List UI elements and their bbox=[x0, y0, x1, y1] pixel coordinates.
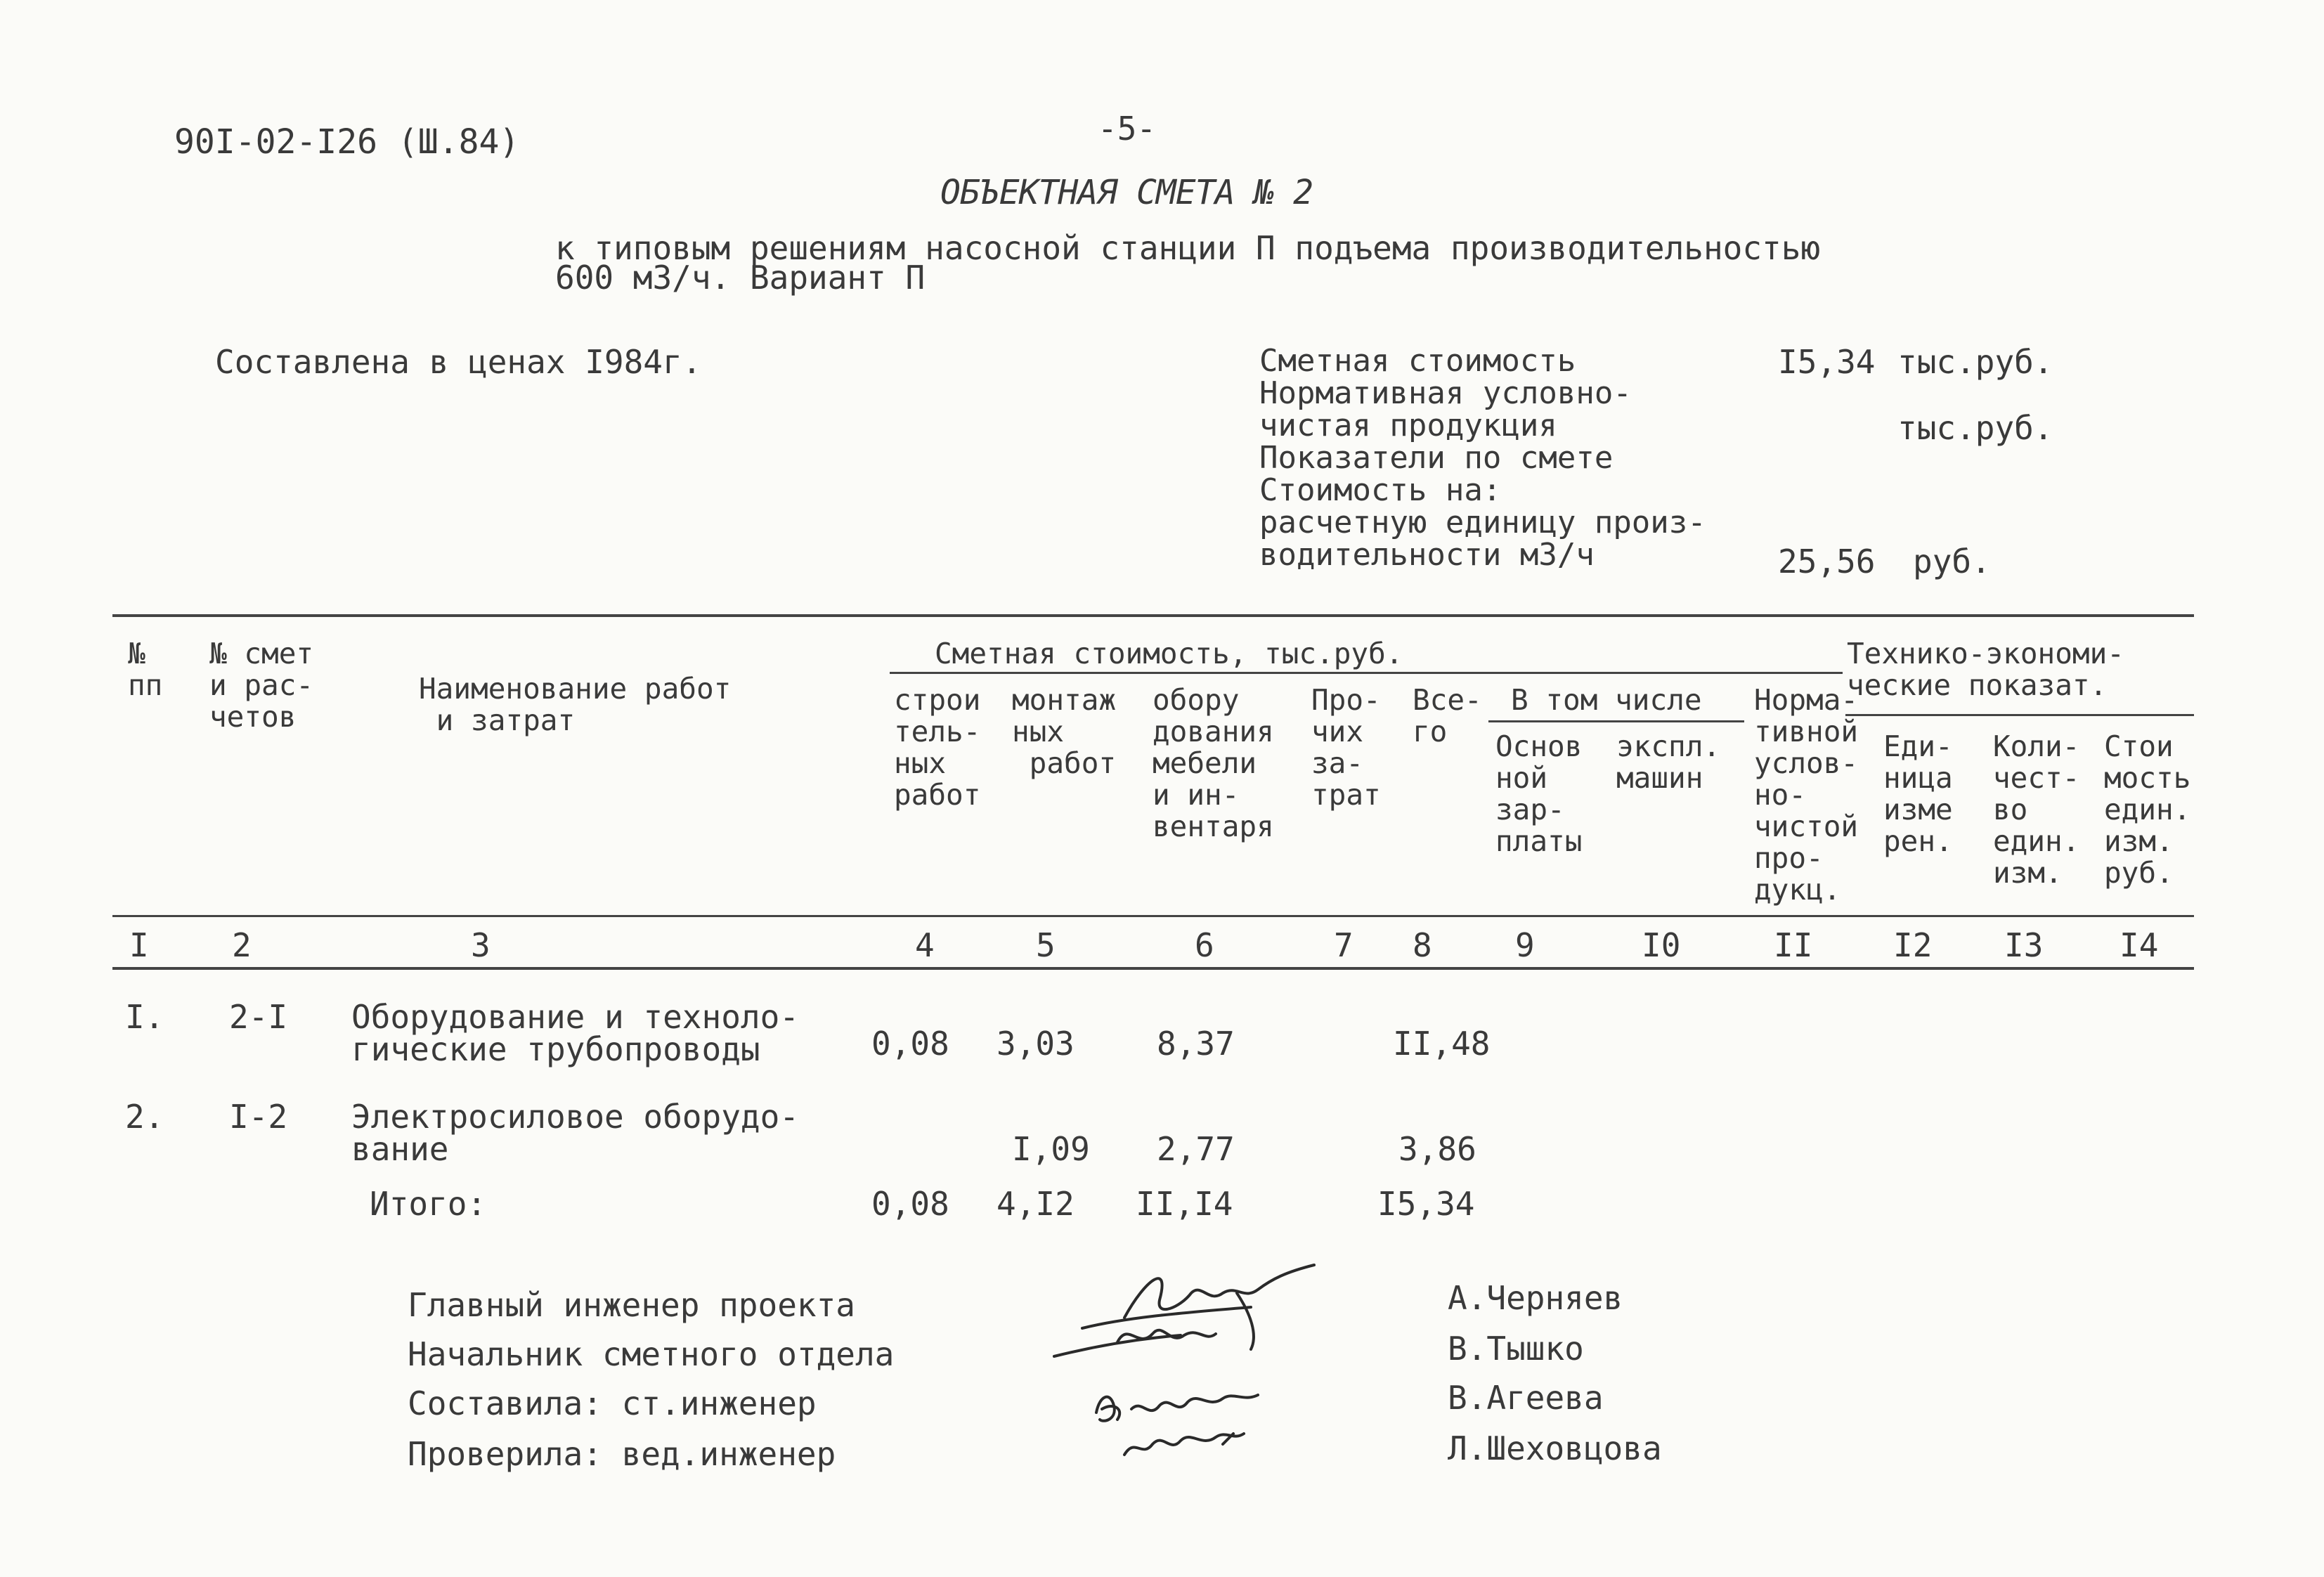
summary-line: расчетную единицу произ- bbox=[1259, 505, 1706, 540]
total-label: Итого: bbox=[370, 1185, 487, 1223]
estimated-cost-value: I5,34 bbox=[1778, 343, 1876, 381]
signatory-role: Составила: ст.инженер bbox=[408, 1384, 817, 1422]
total-sum: I5,34 bbox=[1377, 1185, 1475, 1223]
header-including-group: В том числе bbox=[1511, 683, 1702, 717]
column-number: I bbox=[129, 926, 149, 964]
signatory-role: Начальник сметного отдела bbox=[408, 1335, 895, 1373]
table-row-equipment: 8,37 bbox=[1157, 1025, 1235, 1063]
cost-group-underline bbox=[890, 672, 1843, 674]
signatory-name: В.Агеева bbox=[1448, 1379, 1604, 1417]
table-row-equipment: 2,77 bbox=[1157, 1130, 1235, 1168]
table-row-installation: I,09 bbox=[1012, 1130, 1090, 1168]
header-equipment: обору дования мебели и ин- вентаря bbox=[1153, 683, 1274, 843]
summary-line: водительности м3/ч bbox=[1259, 537, 1595, 573]
table-row-construction: 0,08 bbox=[871, 1025, 949, 1063]
header-machine-operation: экспл. машин bbox=[1616, 729, 1721, 795]
summary-line: Нормативная условно- bbox=[1259, 375, 1632, 411]
header-estimate-number: № смет и рас- четов bbox=[209, 637, 314, 734]
column-number: 6 bbox=[1195, 926, 1214, 964]
signatory-name: А.Черняев bbox=[1448, 1279, 1623, 1317]
table-top-rule bbox=[112, 614, 2194, 617]
unit-cost-unit: руб. bbox=[1913, 543, 1991, 580]
tech-group-underline bbox=[1845, 714, 2194, 716]
header-unit-of-measure: Еди- ница изме рен. bbox=[1883, 729, 1953, 858]
total-construction: 0,08 bbox=[871, 1185, 949, 1223]
document-subtitle-line2: 600 м3/ч. Вариант П bbox=[555, 259, 926, 297]
table-row-work-name: Оборудование и техноло- гические трубопроводы bbox=[351, 998, 799, 1068]
page-number: -5- bbox=[1098, 110, 1157, 148]
header-cost-group: Сметная стоимость, тыс.руб. bbox=[935, 637, 1403, 670]
table-row-estimate-ref: 2-I bbox=[229, 998, 288, 1036]
table-row-total: II,48 bbox=[1393, 1025, 1491, 1063]
header-normative-product: Норма- тивной услов- но- чистой про- дукц. bbox=[1754, 683, 1859, 907]
header-bottom-rule bbox=[112, 915, 2194, 917]
header-unit-cost: Стои мость един. изм. руб. bbox=[2104, 729, 2191, 890]
incl-group-underline bbox=[1488, 720, 1744, 722]
column-number-rule bbox=[112, 967, 2194, 970]
summary-line: Стоимость на: bbox=[1259, 472, 1502, 508]
header-work-name: Наименование работ и затрат bbox=[419, 672, 732, 737]
column-number: I2 bbox=[1893, 926, 1933, 964]
table-row-number: I. bbox=[125, 998, 164, 1036]
estimated-cost-unit: тыс.руб. bbox=[1897, 343, 2053, 381]
column-number: 7 bbox=[1334, 926, 1353, 964]
document-code: 90I-02-I26 (Ш.84) bbox=[174, 122, 520, 162]
normative-product-unit: тыс.руб. bbox=[1897, 409, 2053, 447]
header-other-costs: Про- чих за- трат bbox=[1311, 683, 1381, 812]
column-number: 5 bbox=[1036, 926, 1056, 964]
header-row-number: № пп bbox=[128, 637, 163, 702]
price-basis: Составлена в ценах I984г. bbox=[215, 343, 702, 381]
handwritten-signature bbox=[1040, 1251, 1335, 1370]
header-tech-econ-group: Технико-экономи- ческие показат. bbox=[1847, 637, 2124, 702]
column-number: 4 bbox=[915, 926, 935, 964]
column-number: 2 bbox=[232, 926, 252, 964]
signatory-name: Л.Шеховцова bbox=[1448, 1429, 1662, 1467]
header-quantity: Коли- чест- во един. изм. bbox=[1993, 729, 2080, 890]
total-equipment: II,I4 bbox=[1136, 1185, 1233, 1223]
document-title: ОБЪЕКТНАЯ СМЕТА № 2 bbox=[940, 173, 1313, 212]
column-number: 8 bbox=[1413, 926, 1432, 964]
signatory-role: Проверила: вед.инженер bbox=[408, 1435, 836, 1473]
header-total: Все- го bbox=[1413, 683, 1482, 748]
header-construction-work: строи тель- ных работ bbox=[894, 683, 981, 812]
unit-cost-value: 25,56 bbox=[1778, 543, 1876, 580]
column-number: II bbox=[1774, 926, 1813, 964]
header-installation-work: монтаж ных работ bbox=[1012, 683, 1117, 780]
table-row-installation: 3,03 bbox=[997, 1025, 1075, 1063]
table-row-work-name: Электросиловое оборудо- вание bbox=[351, 1098, 799, 1168]
summary-line: чистая продукция bbox=[1259, 408, 1557, 443]
column-number: 3 bbox=[471, 926, 491, 964]
column-number: I4 bbox=[2119, 926, 2159, 964]
summary-indicators bbox=[1259, 343, 1706, 573]
column-number: I0 bbox=[1642, 926, 1681, 964]
document-subtitle-line1: к типовым решениям насосной станции П подъема производительностью bbox=[555, 229, 1821, 267]
column-number: 9 bbox=[1515, 926, 1535, 964]
signatory-name: В.Тышко bbox=[1448, 1330, 1584, 1368]
handwritten-signature bbox=[1082, 1370, 1293, 1469]
table-row-number: 2. bbox=[125, 1098, 164, 1136]
summary-line: Сметная стоимость bbox=[1259, 343, 1576, 379]
total-installation: 4,I2 bbox=[997, 1185, 1075, 1223]
signatory-role: Главный инженер проекта bbox=[408, 1286, 855, 1324]
table-row-total: 3,86 bbox=[1398, 1130, 1476, 1168]
header-base-salary: Основ ной зар- платы bbox=[1495, 729, 1583, 858]
summary-line: Показатели по смете bbox=[1259, 440, 1614, 476]
column-number: I3 bbox=[2004, 926, 2044, 964]
table-row-estimate-ref: I-2 bbox=[229, 1098, 288, 1136]
